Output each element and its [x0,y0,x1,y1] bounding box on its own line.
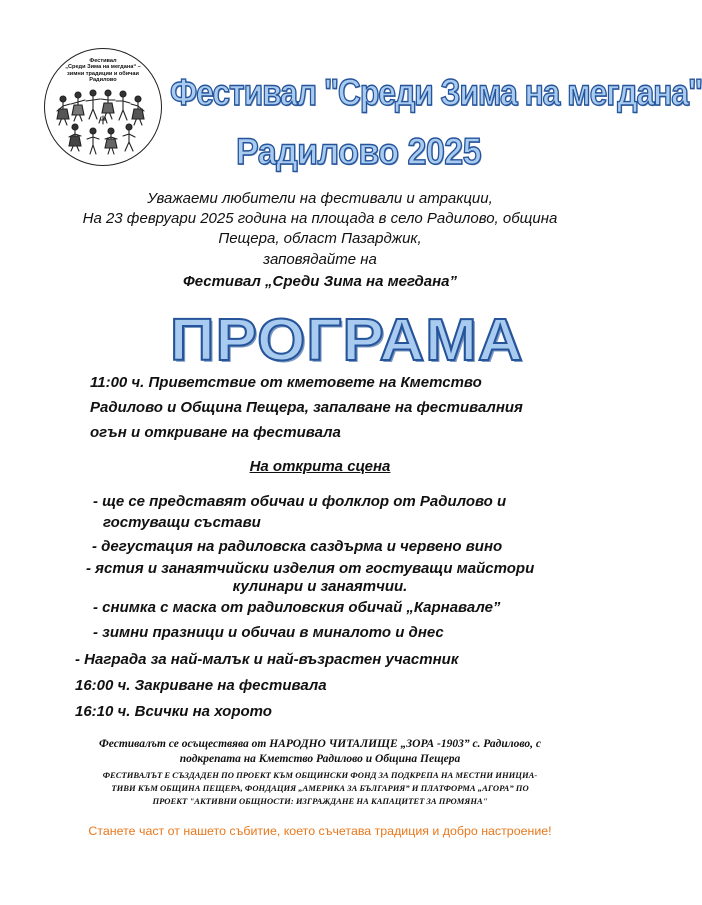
program-item: 16:10 ч. Всички на хорото [75,703,272,720]
festival-subtitle: Радилово 2025 [236,131,481,172]
program-item: - зимни празници и обичаи в миналото и днес [93,624,444,641]
project-line: ТИВИ КЪМ ОБЩИНА ПЕЩЕРА, ФОНДАЦИЯ „АМЕРИКА ЗА БЪЛГАРИЯ” И ПЛАТФОРМА „АГОРА” ПО [111,783,529,793]
organizer-line: подкрепата на Кметство Радилово и Община Пещера [179,753,461,765]
greeting-line: Уважаеми любители на фестивали и атракции, [147,190,493,207]
greeting-line: На 23 февруари 2025 година на площада в село Радилово, община [82,210,558,227]
festival-name: Фестивал „Среди Зима на мегдана” [183,273,457,290]
program-item: - ястия и занаятчийски изделия от гостуващи майстори [86,560,535,577]
logo-line: зимни традиции и обичаи [67,70,139,77]
program-opening-line: Радилово и Община Пещера, запалване на фестивалния [90,399,523,416]
program-opening-line: огън и откриване на фестивала [90,424,341,441]
program-item: гостуващи състави [103,514,261,531]
program-opening-line: 11:00 ч. Приветствие от кметовете на Кметство [90,374,482,391]
festival-logo [44,48,162,166]
organizer-line: Фестивалът се осъществява от НАРОДНО ЧИТАЛИЩЕ „ЗОРА -1903” с. Радилово, с [99,738,541,750]
closing-message: Станете част от нашето събитие, което съчетава традиция и добро настроение! [88,824,552,838]
project-line: ПРОЕКТ "АКТИВНИ ОБЩНОСТИ: ИЗГРАЖДАНЕ НА КАПАЦИТЕТ ЗА ПРОМЯНА" [152,796,488,806]
logo-line: „Среди Зима на мегдана“ – [65,64,141,71]
greeting-line: заповядайте на [263,251,377,268]
logo-line: Радилово [89,76,117,83]
dancers-illustration [45,49,161,165]
logo-line: Фестивал [89,58,117,64]
program-item: кулинари и занаятчии. [232,578,408,595]
festival-title: Фестивал "Среди Зима на мегдана" [170,72,702,113]
greeting-line: Пещера, област Пазарджик, [218,230,422,247]
stage-heading: На открита сцена [249,458,391,475]
program-item: - дегустация на радиловска саздърма и червено вино [92,538,503,555]
program-heading: ПРОГРАМА [170,307,524,373]
program-item: - ще се представят обичаи и фолклор от Радилово и [93,493,507,510]
project-line: ФЕСТИВАЛЪТ Е СЪЗДАДЕН ПО ПРОЕКТ КЪМ ОБЩИНСКИ ФОНД ЗА ПОДКРЕПА НА МЕСТНИ ИНИЦИА- [102,770,538,780]
program-item: - Награда за най-малък и най-възрастен участник [75,651,459,668]
program-item: - снимка с маска от радиловския обичай „Карнавале” [93,599,501,616]
program-item: 16:00 ч. Закриване на фестивала [75,677,327,694]
